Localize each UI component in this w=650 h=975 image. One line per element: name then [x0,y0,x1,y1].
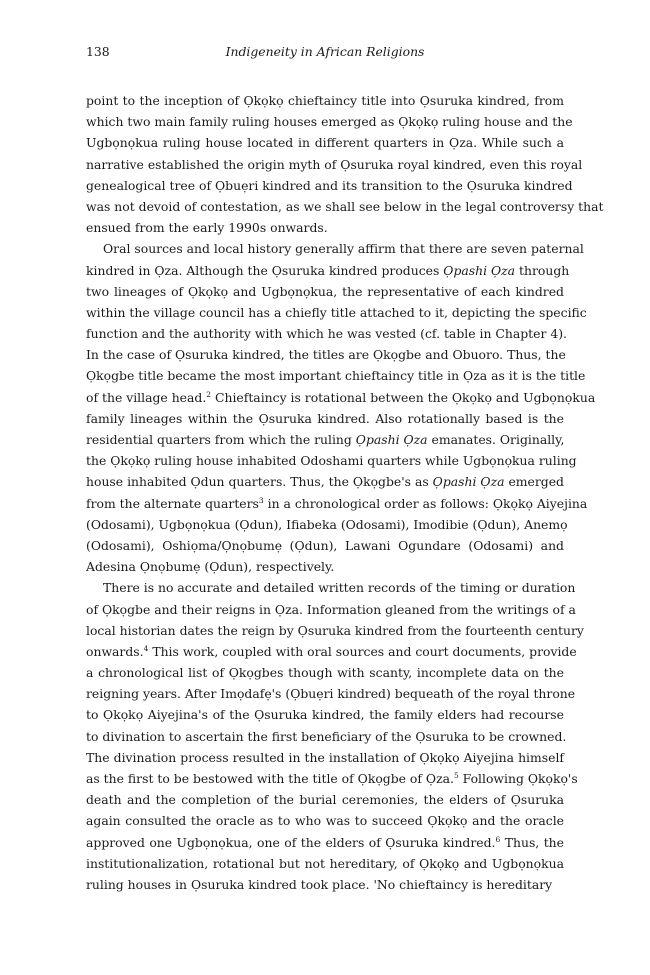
text-line [86,302,587,323]
text-segment: institutionalization, rotational but not hereditary, of Ọkọkọ and Ugbọnọkua [86,855,564,871]
italic-term: Ọpashi Ọza [432,474,505,490]
text-segment: family lineages within the Ọsuruka kindred. Also rotationally based is the [86,410,564,426]
text-segment: Adesina Ọnọbumẹ (Ọdun), respectively. [86,559,335,575]
footnote-marker[interactable]: 6 [495,834,501,844]
text-line [86,281,564,302]
text-segment: Oral sources and local history generally affirm that there are seven paternal [103,241,584,257]
text-segment: again consulted the oracle as to who was to succeed Ọkọkọ and the oracle [86,813,564,829]
text-line [86,365,586,386]
text-segment: to Ọkọkọ Aiyejina's of the Ọsuruka kindred, the family elders had recourse [86,707,564,723]
text-segment: within the village council has a chiefly title attached to it, depicting the specific [86,304,587,320]
text-segment: Ọkọgbe title became the most important chieftaincy title in Ọza as it is the title [86,368,586,384]
text-segment: of the village head. [86,389,207,405]
text-line [86,90,564,111]
text-line [86,217,564,238]
footnote-marker[interactable]: 3 [258,495,264,505]
text-segment: point to the inception of Ọkọkọ chieftaincy title into Ọsuruka kindred, from [86,93,564,108]
text-line [86,408,564,429]
text-segment: to divination to ascertain the first beneficiary of the Ọsuruka to be crowned. [86,728,567,744]
text-line [86,111,573,132]
text-segment: (Odosami), Ugbọnọkua (Ọdun), Ifiabeka (Odosami), Imodibie (Ọdun), Anemọ [86,516,568,532]
text-segment: the Ọkọkọ ruling house inhabited Odoshami quarters while Ugbọnọkua ruling [86,453,577,469]
running-title: Indigeneity in African Religions [225,44,425,59]
text-segment: local historian dates the reign by Ọsuruka kindred from the fourteenth century [86,622,584,638]
text-line [86,556,564,577]
text-segment: In the case of Ọsuruka kindred, the titles are Ọkọgbe and Obuoro. Thus, the [86,347,566,363]
text-segment: ruling houses in Ọsuruka kindred took place. 'No chieftaincy is hereditary [86,876,553,892]
text-segment: reigning years. After Imọdafẹ's (Ọbuẹri kindred) bequeath of the royal throne [86,686,576,702]
body-text [86,90,604,895]
text-segment: death and the completion of the burial ceremonies, the elders of Ọsuruka [86,792,564,808]
text-line [86,429,564,450]
text-segment: emanates. Originally, [427,432,565,447]
text-line [86,175,573,196]
text-line [86,514,568,535]
text-segment: genealogical tree of Ọbuẹri kindred and its transition to the Ọsuruka kindred [86,177,573,193]
text-segment: through [515,262,570,278]
text-line [86,620,584,641]
text-line [86,471,564,492]
text-line [86,726,567,747]
text-segment: Following Ọkọkọ's [458,771,578,786]
text-segment: Ugbọnọkua ruling house located in different quarters in Ọza. While such a [86,135,564,151]
text-line [86,853,564,874]
text-segment: ensued from the early 1990s onwards. [86,220,328,236]
text-segment: in a chronological order as follows: Ọkọkọ Aiyejina [263,495,588,511]
text-line [86,810,564,831]
italic-term: Ọpashi Ọza [443,262,516,278]
page-header [86,44,564,66]
text-segment: This work, coupled with oral sources and court documents, provide [148,643,577,659]
footnote-marker[interactable]: 2 [206,389,212,399]
text-line [86,260,570,281]
text-line [86,789,564,810]
text-segment: (Odosami), Oshiọma/Ọnọbumẹ (Ọdun), Lawani Ogundare (Odosami) and [86,537,564,553]
text-segment: house inhabited Ọdun quarters. Thus, the Ọkọgbe's as [86,474,433,490]
text-line [86,387,596,408]
text-segment: Chieftaincy is rotational between the Ọkọkọ and Ugbọnọkua [211,389,596,405]
text-line [86,832,564,853]
footnote-marker[interactable]: 4 [143,643,149,653]
text-segment: function and the authority with which he was vested (cf. table in Chapter 4). [86,326,567,342]
text-line [86,641,577,662]
text-segment: as the first to be bestowed with the title of Ọkọgbe of Ọza. [86,771,454,786]
text-segment: The divination process resulted in the installation of Ọkọkọ Aiyejina himself [86,749,564,765]
text-line [86,196,604,217]
text-line [86,747,564,768]
footnote-marker[interactable]: 5 [453,771,459,780]
text-segment: Thus, the [500,834,564,850]
italic-term: Ọpashi Ọza [355,432,428,447]
text-line [86,450,577,471]
page-number: 138 [86,44,110,59]
text-line [86,344,564,365]
text-segment: There is no accurate and detailed written records of the timing or duration [103,580,576,596]
text-segment: kindred in Ọza. Although the Ọsuruka kindred produces [86,262,444,278]
text-segment: which two main family ruling houses emerged as Ọkọkọ ruling house and the [86,114,573,130]
text-segment: residential quarters from which the ruling [86,432,356,447]
text-line [86,683,576,704]
text-segment: narrative established the origin myth of Ọsuruka royal kindred, even this royal [86,156,583,172]
text-segment: approved one Ugbọnọkua, one of the elders of Ọsuruka kindred. [86,834,496,850]
text-line [86,704,564,725]
text-segment: from the alternate quarters [86,495,259,511]
text-line [86,662,564,683]
text-segment: was not devoid of contestation, as we shall see below in the legal controversy that [86,198,604,214]
text-line [86,154,583,175]
text-segment: emerged [504,474,564,490]
text-line [86,535,564,556]
text-line [86,238,584,259]
text-segment: of Ọkọgbe and their reigns in Ọza. Information gleaned from the writings of a [86,601,576,617]
text-line [86,493,588,514]
text-segment: onwards. [86,643,144,659]
text-line [86,768,578,789]
text-line [86,132,564,153]
text-line [86,599,576,620]
text-segment: a chronological list of Ọkọgbes though with scanty, incomplete data on the [86,665,564,681]
text-line [86,577,576,598]
text-line [86,874,564,895]
text-line [86,323,567,344]
text-segment: two lineages of Ọkọkọ and Ugbọnọkua, the representative of each kindred [86,283,564,299]
